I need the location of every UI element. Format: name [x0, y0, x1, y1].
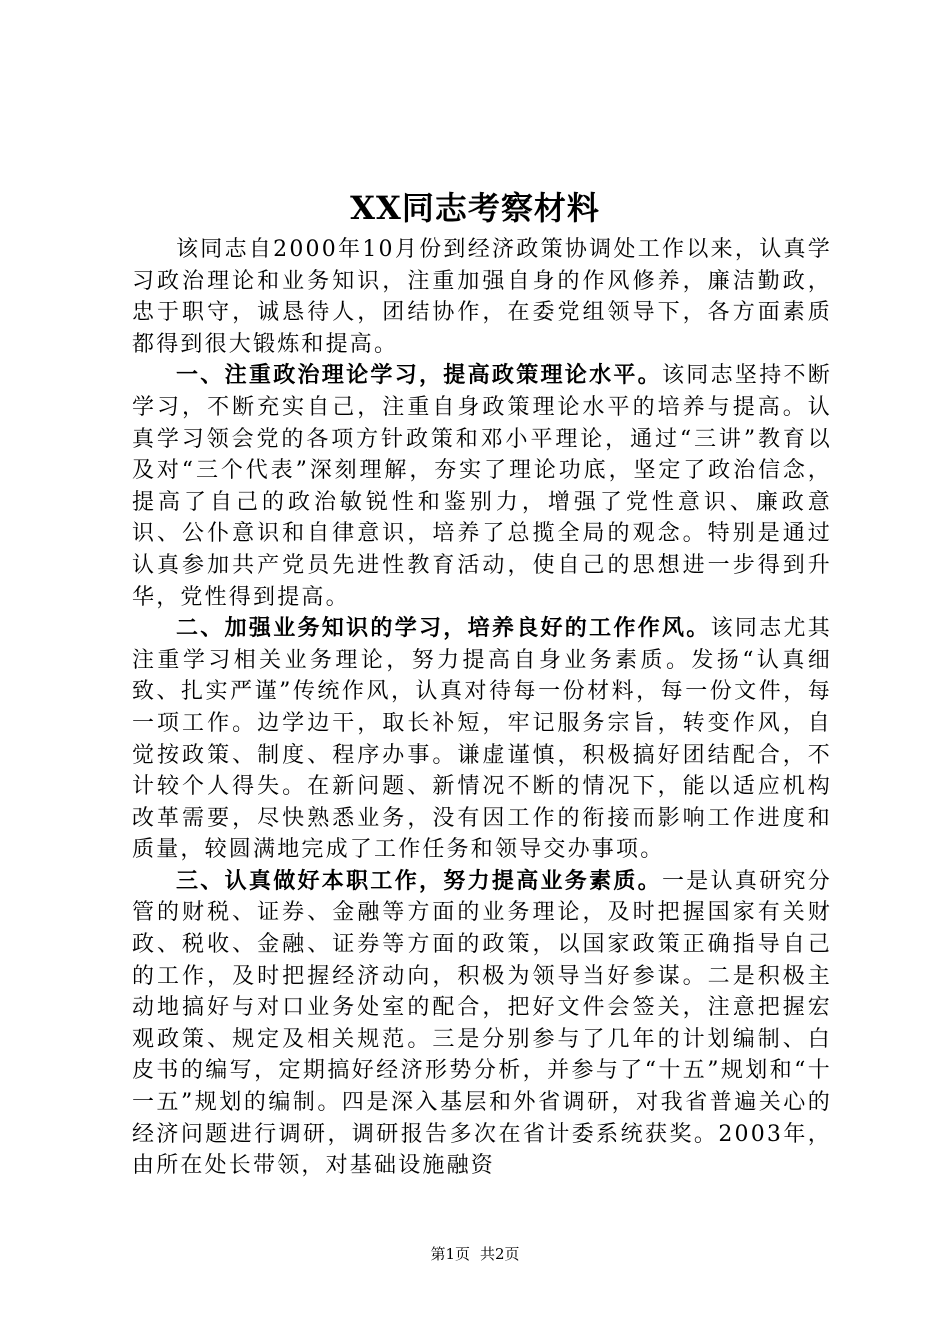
- section-paragraph-1: [132, 360, 832, 613]
- section-heading-2: 二、加强业务知识的学习，培养良好的工作作风。: [176, 615, 711, 642]
- page-number-total: 共2页: [480, 1245, 520, 1263]
- intro-paragraph: 该同志自2000年10月份到经济政策协调处工作以来，认真学习政治理论和业务知识，注重加强自身的作风修养，廉洁勤政，忠于职守，诚恳待人，团结协作，在委党组领导下，各方面素质都得到很大锻炼和提高。: [132, 237, 832, 357]
- section-text-1: 该同志坚持不断学习，不断充实自己，注重自身政策理论水平的培养与提高。认真学习领会党的各项方针政策和邓小平理论，通过“三讲”教育以及对“三个代表”深刻理解，夯实了理论功底，坚定了政治信念，提高了自己的政治敏锐性和鉴别力，增强了党性意识、廉政意识、公仆意识和自律意识，培养了总揽全局的观念。特别是通过认真参加共产党员先进性教育活动，使自己的思想进一步得到升华，党性得到提高。: [132, 363, 832, 610]
- section-text-3: 一是认真研究分管的财税、证券、金融等方面的业务理论，及时把握国家有关财政、税收、金融、证券等方面的政策，以国家政策正确指导自己的工作，及时把握经济动向，积极为领导当好参谋。二是积极主动地搞好与对口业务处室的配合，把好文件会签关，注意把握宏观政策、规定及相关规范。三是分别参与了几年的计划编制、白皮书的编写，定期搞好经济形势分析，并参与了“十五”规划和“十一五”规划的编制。四是深入基层和外省调研，对我省普遍关心的经济问题进行调研，调研报告多次在省计委系统获奖。2003年，由所在处长带领，对基础设施融资: [132, 868, 832, 1179]
- section-heading-1: 一、注重政治理论学习，提高政策理论水平。: [176, 362, 662, 389]
- document-title: XX同志考察材料: [350, 189, 600, 227]
- section-paragraph-3: [132, 866, 832, 1182]
- page-number-current: 第1页: [430, 1245, 470, 1263]
- section-heading-3: 三、认真做好本职工作，努力提高业务素质。: [176, 867, 662, 894]
- document-body: [132, 234, 832, 1182]
- page-footer: [0, 1243, 950, 1265]
- section-paragraph-2: [132, 613, 832, 866]
- section-text-2: 该同志尤其注重学习相关业务理论，努力提高自身业务素质。发扬“认真细致、扎实严谨”传统作风，认真对待每一份材料，每一份文件，每一项工作。边学边干，取长补短，牢记服务宗旨，转变作风，自觉按政策、制度、程序办事。谦虚谨慎，积极搞好团结配合，不计较个人得失。在新问题、新情况不断的情况下，能以适应机构改革需要，尽快熟悉业务，没有因工作的衔接而影响工作进度和质量，较圆满地完成了工作任务和领导交办事项。: [132, 616, 832, 863]
